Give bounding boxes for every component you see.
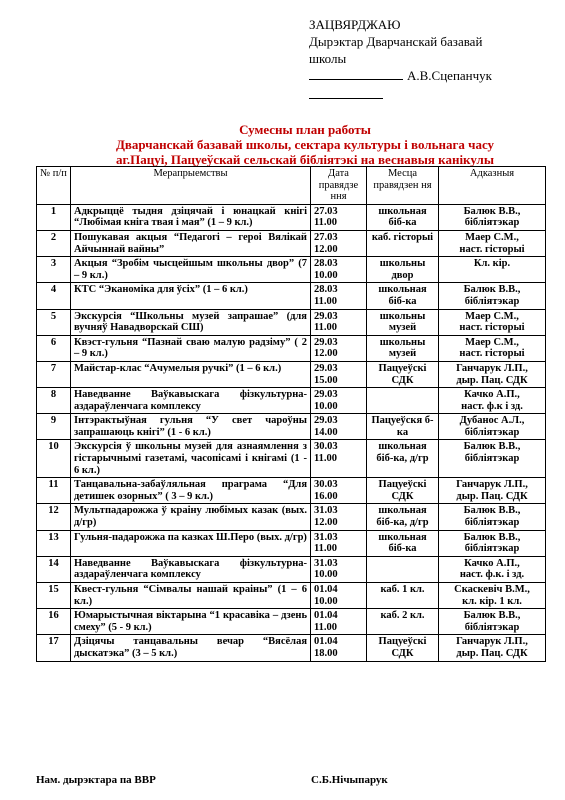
row-event: Гульня-падарожжа па казках Ш.Перо (вых. д/гр) [71, 530, 311, 556]
row-date-day: 29.03 [314, 310, 338, 322]
row-responsible-name: Балюк В.В., [463, 284, 521, 296]
title-line-2: Дварчанскай базавай школы, сектара культуры і вольнага часу [115, 137, 495, 152]
header-event: Мерапрыемствы [71, 167, 311, 205]
row-responsible-role: бібліятэкар [464, 453, 520, 465]
table-row [37, 556, 546, 582]
table-row [37, 257, 546, 283]
row-time: 16.00 [314, 490, 338, 502]
table-row [37, 204, 546, 230]
row-responsible [439, 530, 546, 556]
row-place: Пацуеўскі СДК [367, 635, 439, 661]
row-responsible-role: бібліятэкар [464, 217, 520, 229]
row-num: 14 [37, 556, 71, 582]
row-time: 12.00 [314, 243, 338, 255]
row-responsible [439, 556, 546, 582]
row-responsible-name: Маер С.М., [465, 336, 519, 348]
row-date [311, 309, 367, 335]
row-event: Пошукавая акцыя “Педагогі – героі Вялікай Айчыннай вайны” [71, 230, 311, 256]
row-responsible-name: Дубанос А.Л., [459, 415, 525, 427]
row-responsible-role: дыр. Пац. СДК [456, 374, 528, 386]
document-title [40, 122, 565, 167]
row-event: Квест-гульня “Сімвалы нашай краіны” (1 – 6 кл.) [71, 583, 311, 609]
title-line-1: Сумесны план работы [239, 122, 371, 137]
row-date [311, 283, 367, 309]
row-num: 2 [37, 230, 71, 256]
approval-signer: А.В.Сцепанчук [407, 68, 492, 83]
row-place: каб. 2 кл. [367, 609, 439, 635]
row-num: 5 [37, 309, 71, 335]
table-row [37, 440, 546, 478]
row-date-day: 29.03 [314, 389, 338, 401]
row-event: Інтэрактыўная гульня “У свет чароўны запрашаюць кнігі” (1 - 6 кл.) [71, 414, 311, 440]
row-num: 13 [37, 530, 71, 556]
row-date-day: 29.03 [314, 415, 338, 427]
table-row [37, 635, 546, 661]
approval-heading: ЗАЦВЯРДЖАЮ [309, 17, 401, 32]
row-date [311, 388, 367, 414]
row-date-day: 28.03 [314, 258, 338, 270]
row-time: 10.00 [314, 569, 338, 581]
row-responsible [439, 388, 546, 414]
row-date [311, 440, 367, 478]
row-date [311, 504, 367, 530]
row-time: 11.00 [314, 322, 338, 334]
title-line-3: аг.Пацуі, Пацуеўскай сельскай бібліятэкі на веснавыя канікулы [116, 152, 494, 167]
approval-block [309, 16, 549, 99]
table-header-row [37, 167, 546, 205]
row-event: Экскурсія “Школьны музей запрашае” (для вучняў Навадворскай СШ) [71, 309, 311, 335]
row-date-day: 29.03 [314, 362, 338, 374]
row-responsible-role: наст. ф.к. і зд. [459, 569, 525, 581]
row-responsible [439, 283, 546, 309]
row-responsible [439, 440, 546, 478]
row-date-day: 27.03 [314, 231, 338, 243]
row-event: Наведванне Ваўкавыскага фізкультурна-аздараўленчага комплексу [71, 388, 311, 414]
signature-line [309, 67, 403, 80]
row-event: Мультпадарожжа ў краіну любімых казак (вых. д/гр) [71, 504, 311, 530]
table-row [37, 583, 546, 609]
row-place: школьны музей [367, 309, 439, 335]
header-place: Месца правядзен ня [367, 167, 439, 205]
footer-position: Нам. дырэктара па ВВР [36, 774, 156, 786]
row-event: Майстар-клас “Ачумелыя ручкі” (1 – 6 кл.) [71, 361, 311, 387]
row-date [311, 204, 367, 230]
table-row [37, 388, 546, 414]
row-responsible-role: наст. гісторыі [459, 348, 525, 360]
row-responsible [439, 335, 546, 361]
row-date-day: 31.03 [314, 505, 338, 517]
row-responsible-role: дыр. Пац. СДК [456, 647, 528, 659]
row-date-day: 01.04 [314, 584, 338, 595]
row-responsible-role: наст. гісторыі [459, 322, 525, 334]
table-row [37, 609, 546, 635]
row-date [311, 635, 367, 661]
row-num: 12 [37, 504, 71, 530]
table-row [37, 530, 546, 556]
row-responsible-role: наст. ф.к і зд. [461, 400, 523, 412]
row-date [311, 530, 367, 556]
row-responsible-role: дыр. Пац. СДК [456, 490, 528, 502]
row-responsible-role: бібліятэкар [464, 426, 520, 438]
row-time: 10.00 [314, 400, 338, 412]
row-place: Пацуеўскі СДК [367, 478, 439, 504]
row-date-day: 31.03 [314, 557, 338, 569]
row-responsible-role: бібліятэкар [464, 543, 520, 555]
row-time: 18.00 [314, 647, 338, 659]
row-date-day: 31.03 [314, 531, 338, 543]
footer-name: С.Б.Нічыпарук [311, 774, 388, 786]
row-time: 10.00 [314, 269, 338, 281]
table-row [37, 335, 546, 361]
row-time: 14.00 [314, 426, 338, 438]
row-num: 3 [37, 257, 71, 283]
row-place: школьная біб-ка [367, 283, 439, 309]
row-event: Квэст-гульня “Пазнай сваю малую радзіму” ( 2 – 9 кл.) [71, 335, 311, 361]
row-responsible-name: Качко А.П., [464, 389, 520, 401]
row-time: 11.00 [314, 217, 338, 229]
row-responsible-role: бібліятэкар [464, 621, 520, 633]
row-place: каб. гісторыі [367, 230, 439, 256]
row-responsible-name: Маер С.М., [465, 310, 519, 322]
row-place: школьная біб-ка, д/гр [367, 504, 439, 530]
row-event: Юмарыстычная віктарына “1 красавіка – дзень смеху” (5 - 9 кл.) [71, 609, 311, 635]
table-row [37, 230, 546, 256]
row-date [311, 335, 367, 361]
approval-position-cont: школы [309, 51, 347, 66]
row-num: 10 [37, 440, 71, 478]
row-num: 17 [37, 635, 71, 661]
row-num: 6 [37, 335, 71, 361]
row-date [311, 478, 367, 504]
row-event: Дзіцячы танцавальны вечар “Вясёлая дыскатэка” (3 – 5 кл.) [71, 635, 311, 661]
row-date-day: 01.04 [314, 636, 338, 648]
row-date-day: 30.03 [314, 479, 338, 491]
row-place: школьная біб-ка [367, 530, 439, 556]
row-time: 12.00 [314, 348, 338, 360]
row-responsible-name: Маер С.М., [465, 231, 519, 243]
row-responsible-role: наст. гісторыі [459, 243, 525, 255]
row-num: 15 [37, 583, 71, 609]
row-responsible [439, 478, 546, 504]
row-num: 7 [37, 361, 71, 387]
row-event: Танцавальна-забаўляльная праграма “Для детишек озорных” ( 3 – 9 кл.) [71, 478, 311, 504]
row-responsible [439, 609, 546, 635]
row-responsible-role: бібліятэкар [464, 517, 520, 529]
row-time: 11.00 [314, 295, 338, 307]
row-date-day: 28.03 [314, 284, 338, 296]
row-time: 10.00 [314, 595, 338, 607]
row-responsible-name: Ганчарук Л.П., [456, 479, 528, 491]
row-event: Наведванне Ваўкавыскага фізкультурна-аздараўленчага комплексу [71, 556, 311, 582]
row-date-day: 29.03 [314, 336, 338, 348]
row-responsible-name: Кл. кір. [473, 258, 511, 270]
row-responsible-name: Качко А.П., [464, 557, 520, 569]
row-date [311, 609, 367, 635]
row-event: Экскурсія ў школьны музей для азнаямлення з гістарычнымі газетамі, часопісамі і кнігамі (1 - 6 кл.) [71, 440, 311, 478]
row-place: школьная біб-ка [367, 204, 439, 230]
row-responsible-name: Балюк В.В., [463, 505, 521, 517]
row-event: Адкрыццё тыдня дзіцячай і юнацкай кнігі “Любімая кніга твая і мая” (1 – 9 кл.) [71, 204, 311, 230]
row-time: 15.00 [314, 374, 338, 386]
row-responsible-name: Балюк В.В., [463, 610, 521, 622]
header-num: № п/п [37, 167, 71, 205]
row-time: 11.00 [314, 543, 338, 555]
row-num: 9 [37, 414, 71, 440]
row-responsible-role: бібліятэкар [464, 295, 520, 307]
row-num: 4 [37, 283, 71, 309]
row-time: 11.00 [314, 453, 338, 465]
row-responsible [439, 204, 546, 230]
row-date-day: 27.03 [314, 205, 338, 217]
plan-table [36, 166, 546, 662]
row-num: 11 [37, 478, 71, 504]
row-num: 16 [37, 609, 71, 635]
table-row [37, 504, 546, 530]
row-date [311, 230, 367, 256]
row-place: школьная біб-ка, д/гр [367, 440, 439, 478]
row-responsible [439, 230, 546, 256]
row-time: 11.00 [314, 621, 338, 633]
row-responsible-name: Балюк В.В., [463, 531, 521, 543]
row-responsible [439, 504, 546, 530]
row-date-day: 01.04 [314, 610, 338, 622]
row-responsible [439, 635, 546, 661]
row-responsible [439, 414, 546, 440]
row-place: школьны двор [367, 257, 439, 283]
table-row [37, 309, 546, 335]
table-row [37, 283, 546, 309]
row-date [311, 583, 367, 609]
row-place [367, 388, 439, 414]
table-row [37, 361, 546, 387]
table-row [37, 414, 546, 440]
row-place: школьны музей [367, 335, 439, 361]
row-num: 8 [37, 388, 71, 414]
row-event: КТС “Эканоміка для ўсіх” (1 – 6 кл.) [71, 283, 311, 309]
row-responsible [439, 309, 546, 335]
row-responsible-name: Ганчарук Л.П., [456, 636, 528, 648]
row-place [367, 556, 439, 582]
row-date [311, 257, 367, 283]
row-place: Пацуеўскя б-ка [367, 414, 439, 440]
row-responsible-name: Ганчарук Л.П., [456, 362, 528, 374]
row-num: 1 [37, 204, 71, 230]
row-responsible-name: Скаскевіч В.М., [454, 584, 530, 595]
row-date-day: 30.03 [314, 441, 338, 453]
approval-position: Дырэктар Дварчанскай базавай [309, 34, 483, 49]
row-responsible-name: Балюк В.В., [463, 441, 521, 453]
date-line [309, 84, 383, 99]
row-time: 12.00 [314, 517, 338, 529]
row-responsible [439, 257, 546, 283]
table-row [37, 478, 546, 504]
row-responsible-role: кл. кір. 1 кл. [462, 595, 522, 607]
row-responsible [439, 583, 546, 609]
row-responsible-name: Балюк В.В., [463, 205, 521, 217]
header-date: Дата правядзе ння [311, 167, 367, 205]
row-event: Акцыя “Зробім чысцейшым школьны двор” (7 – 9 кл.) [71, 257, 311, 283]
row-date [311, 414, 367, 440]
row-place: Пацуеўскі СДК [367, 361, 439, 387]
row-place: каб. 1 кл. [367, 583, 439, 609]
header-responsible: Адказныя [439, 167, 546, 205]
row-date [311, 556, 367, 582]
row-responsible [439, 361, 546, 387]
row-date [311, 361, 367, 387]
